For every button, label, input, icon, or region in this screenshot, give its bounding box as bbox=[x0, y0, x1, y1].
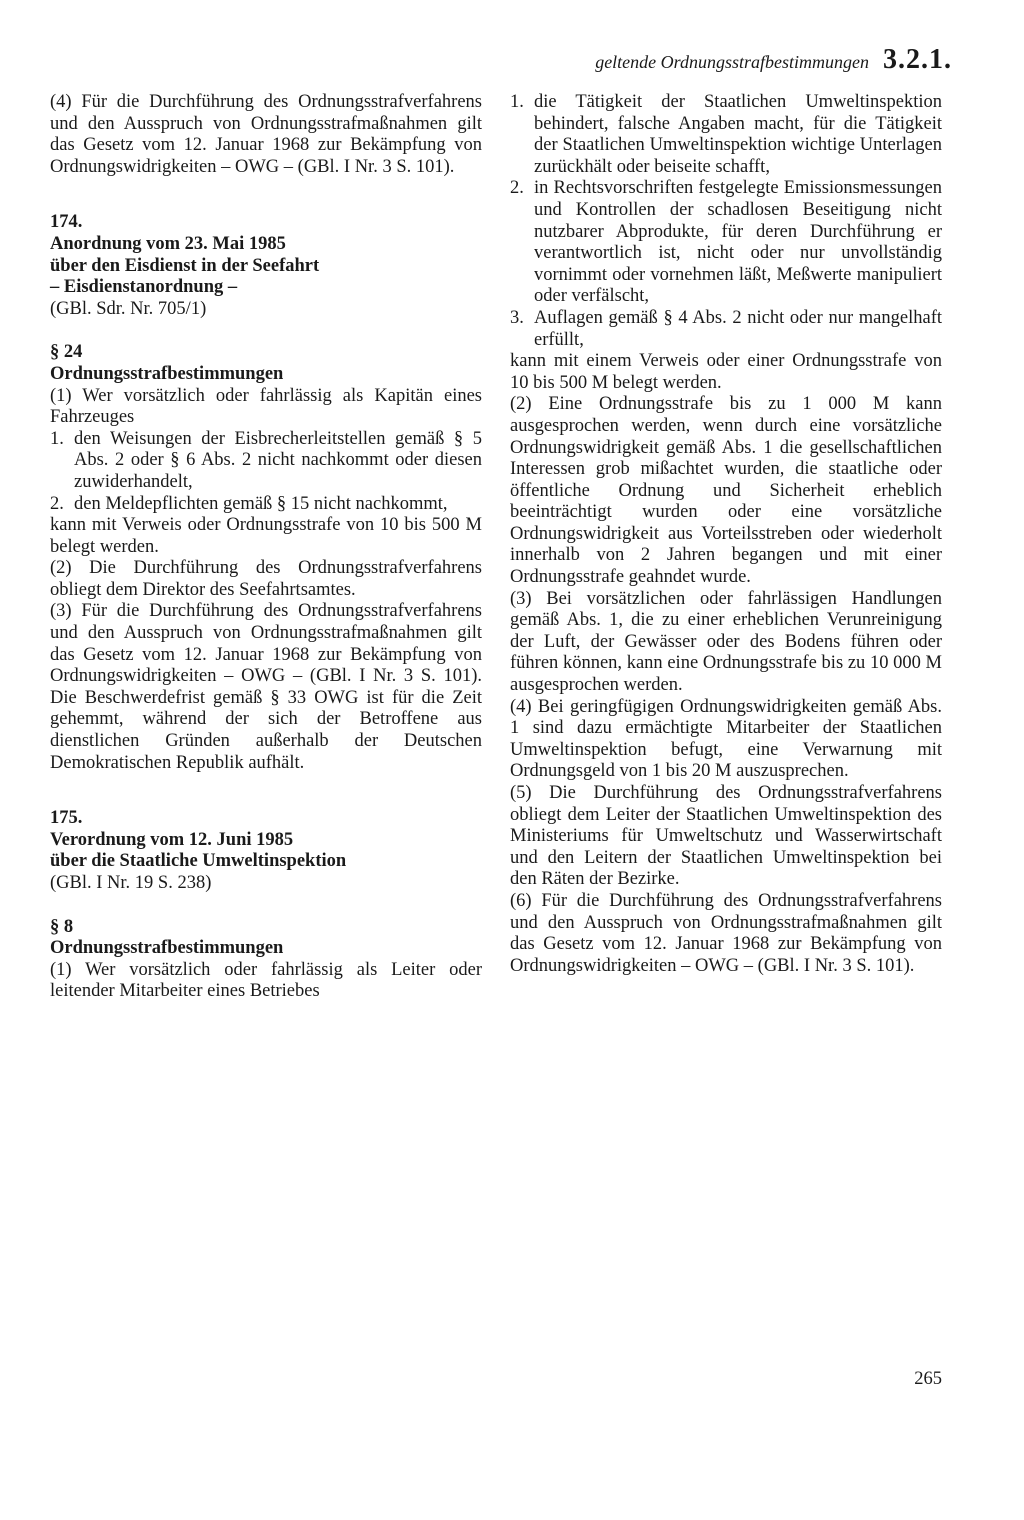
list-item-number: 2. bbox=[510, 178, 524, 199]
list-item-number: 3. bbox=[510, 307, 524, 328]
list-item-text: in Rechtsvorschriften festgelegte Emissionsmessungen und Kontrollen der schadlosen Beseitigung nicht nutzbarer Abprodukte, für deren Durchführung er verantwortlich ist, nicht oder nur unvollständig vornimmt oder vornehmen läßt, Meßwerte manipuliert oder verfälscht, bbox=[534, 178, 942, 307]
entry-175-title-line1: Verordnung vom 12. Juni 1985 bbox=[50, 829, 294, 850]
left-column bbox=[50, 92, 482, 1003]
entry-174-number: 174. bbox=[50, 212, 83, 233]
list-item-text: Auflagen gemäß § 4 Abs. 2 nicht oder nur mangelhaft erfüllt, bbox=[534, 307, 942, 350]
entry-174-source: (GBl. Sdr. Nr. 705/1) bbox=[50, 298, 207, 319]
section-8-heading: § 8 bbox=[50, 916, 74, 937]
entry-175-number: 175. bbox=[50, 808, 83, 829]
section-24-para2: (2) Die Durchführung des Ordnungsstrafverfahrens obliegt dem Direktor des Seefahrtsamtes. bbox=[50, 558, 482, 600]
section-8-para2: (2) Eine Ordnungsstrafe bis zu 1 000 M kann ausgesprochen werden, wenn durch eine vorsätzliche Ordnungswidrigkeit gemäß Abs. 1 die gesellschaftlichen Interessen grob mißachtet wurden, die staatliche oder öffentliche Ordnung und Sicherheit erheblich beeinträchtigt wurden oder eine vorsätzliche Ordnungswidrigkeit aus Vorteilsstreben oder wiederholt innerhalb von 2 Jahren begangen und mit einer Ordnungsstrafe geahndet wurde. bbox=[510, 394, 942, 588]
section-number: 3.2.1. bbox=[883, 44, 952, 75]
intro-paragraph: (4) Für die Durchführung des Ordnungsstrafverfahrens und den Ausspruch von Ordnungsstrafmaßnahmen gilt das Gesetz vom 12. Januar 1968 zur Bekämpfung von Ordnungswidrigkeiten – OWG – (GBl. I Nr. 3 S. 101). bbox=[50, 92, 482, 177]
list-item bbox=[50, 429, 482, 494]
page-number: 265 bbox=[914, 1369, 942, 1389]
section-24-para3: (3) Für die Durchführung des Ordnungsstrafverfahrens und den Ausspruch von Ordnungsstrafmaßnahmen gilt das Gesetz vom 12. Januar 1968 zur Bekämpfung von Ordnungswidrigkeiten – OWG – (GBl. I Nr. 3 S. 101). Die Beschwerdefrist gemäß § 33 OWG ist für die Zeit gehemmt, während der sich der Betroffene aus dienstlichen Gründen außerhalb der Deutschen Demokratischen Republik aufhält. bbox=[50, 601, 482, 773]
entry-175-source: (GBl. I Nr. 19 S. 238) bbox=[50, 873, 212, 893]
list-item-number: 2. bbox=[50, 493, 64, 514]
running-header bbox=[595, 44, 952, 76]
section-8-para1: (1) Wer vorsätzlich oder fahrlässig als Leiter oder leitender Mitarbeiter eines Betriebes bbox=[50, 959, 482, 1002]
list-item-text: die Tätigkeit der Staatlichen Umweltinspektion behindert, falsche Angaben macht, für die Tätigkeit der Staatlichen Umweltinspektion wichtige Unterlagen zurückhält oder beiseite schafft, bbox=[534, 92, 942, 177]
list-item-number: 1. bbox=[510, 92, 524, 112]
entry-174-title-line3: – Eisdienstanordnung – bbox=[50, 277, 238, 298]
list-item bbox=[50, 494, 482, 516]
section-24-subheading: Ordnungsstrafbestimmungen bbox=[50, 363, 284, 384]
header-title: geltende Ordnungsstrafbestimmungen bbox=[595, 52, 869, 72]
section-8-after-items: kann mit einem Verweis oder einer Ordnungsstrafe von 10 bis 500 M belegt werden. bbox=[510, 351, 942, 393]
list-item-text: den Meldepflichten gemäß § 15 nicht nachkommt, bbox=[74, 493, 448, 514]
section-8-para5: (5) Die Durchführung des Ordnungsstrafverfahrens obliegt dem Leiter der Staatlichen Umweltinspektion des Ministeriums für Umweltschutz und Wasserwirtschaft und den Leitern der Staatlichen Umweltinspektion bei den Räten der Bezirke. bbox=[510, 783, 942, 890]
section-8-para6: (6) Für die Durchführung des Ordnungsstrafverfahrens und den Ausspruch von Ordnungsstrafmaßnahmen gilt das Gesetz vom 12. Januar 1968 zur Bekämpfung von Ordnungswidrigkeiten – OWG – (GBl. I Nr. 3 S. 101). bbox=[510, 890, 942, 976]
list-item bbox=[510, 92, 942, 178]
list-item bbox=[510, 308, 942, 351]
section-8-subheading: Ordnungsstrafbestimmungen bbox=[50, 938, 284, 959]
list-item-number: 1. bbox=[50, 428, 64, 449]
section-8-para4: (4) Bei geringfügigen Ordnungswidrigkeiten gemäß Abs. 1 sind dazu ermächtigte Mitarbeiter der Staatlichen Umweltinspektion befugt, eine Verwarnung mit Ordnungsgeld von 1 bis 20 M auszusprechen. bbox=[510, 696, 942, 782]
entry-175-title-line2: über die Staatliche Umweltinspektion bbox=[50, 851, 347, 872]
right-column bbox=[510, 92, 942, 977]
section-24-para1: (1) Wer vorsätzlich oder fahrlässig als Kapitän eines Fahrzeuges bbox=[50, 385, 482, 428]
list-item bbox=[510, 178, 942, 308]
entry-174-title-line1: Anordnung vom 23. Mai 1985 bbox=[50, 233, 286, 254]
section-8-para3: (3) Bei vorsätzlichen oder fahrlässigen Handlungen gemäß Abs. 1, die zu einer erheblichen Verunreinigung der Luft, der Gewässer oder des Bodens führen oder führen können, kann eine Ordnungsstrafe bis zu 10 000 M ausgesprochen werden. bbox=[510, 588, 942, 696]
entry-174-title-line2: über den Eisdienst in der Seefahrt bbox=[50, 255, 320, 276]
section-24-after-items: kann mit Verweis oder Ordnungsstrafe von 10 bis 500 M belegt werden. bbox=[50, 515, 482, 557]
section-24-heading: § 24 bbox=[50, 342, 83, 363]
list-item-text: den Weisungen der Eisbrecherleitstellen gemäß § 5 Abs. 2 oder § 6 Abs. 2 nicht nachkommt oder diesen zuwiderhandelt, bbox=[74, 428, 482, 492]
